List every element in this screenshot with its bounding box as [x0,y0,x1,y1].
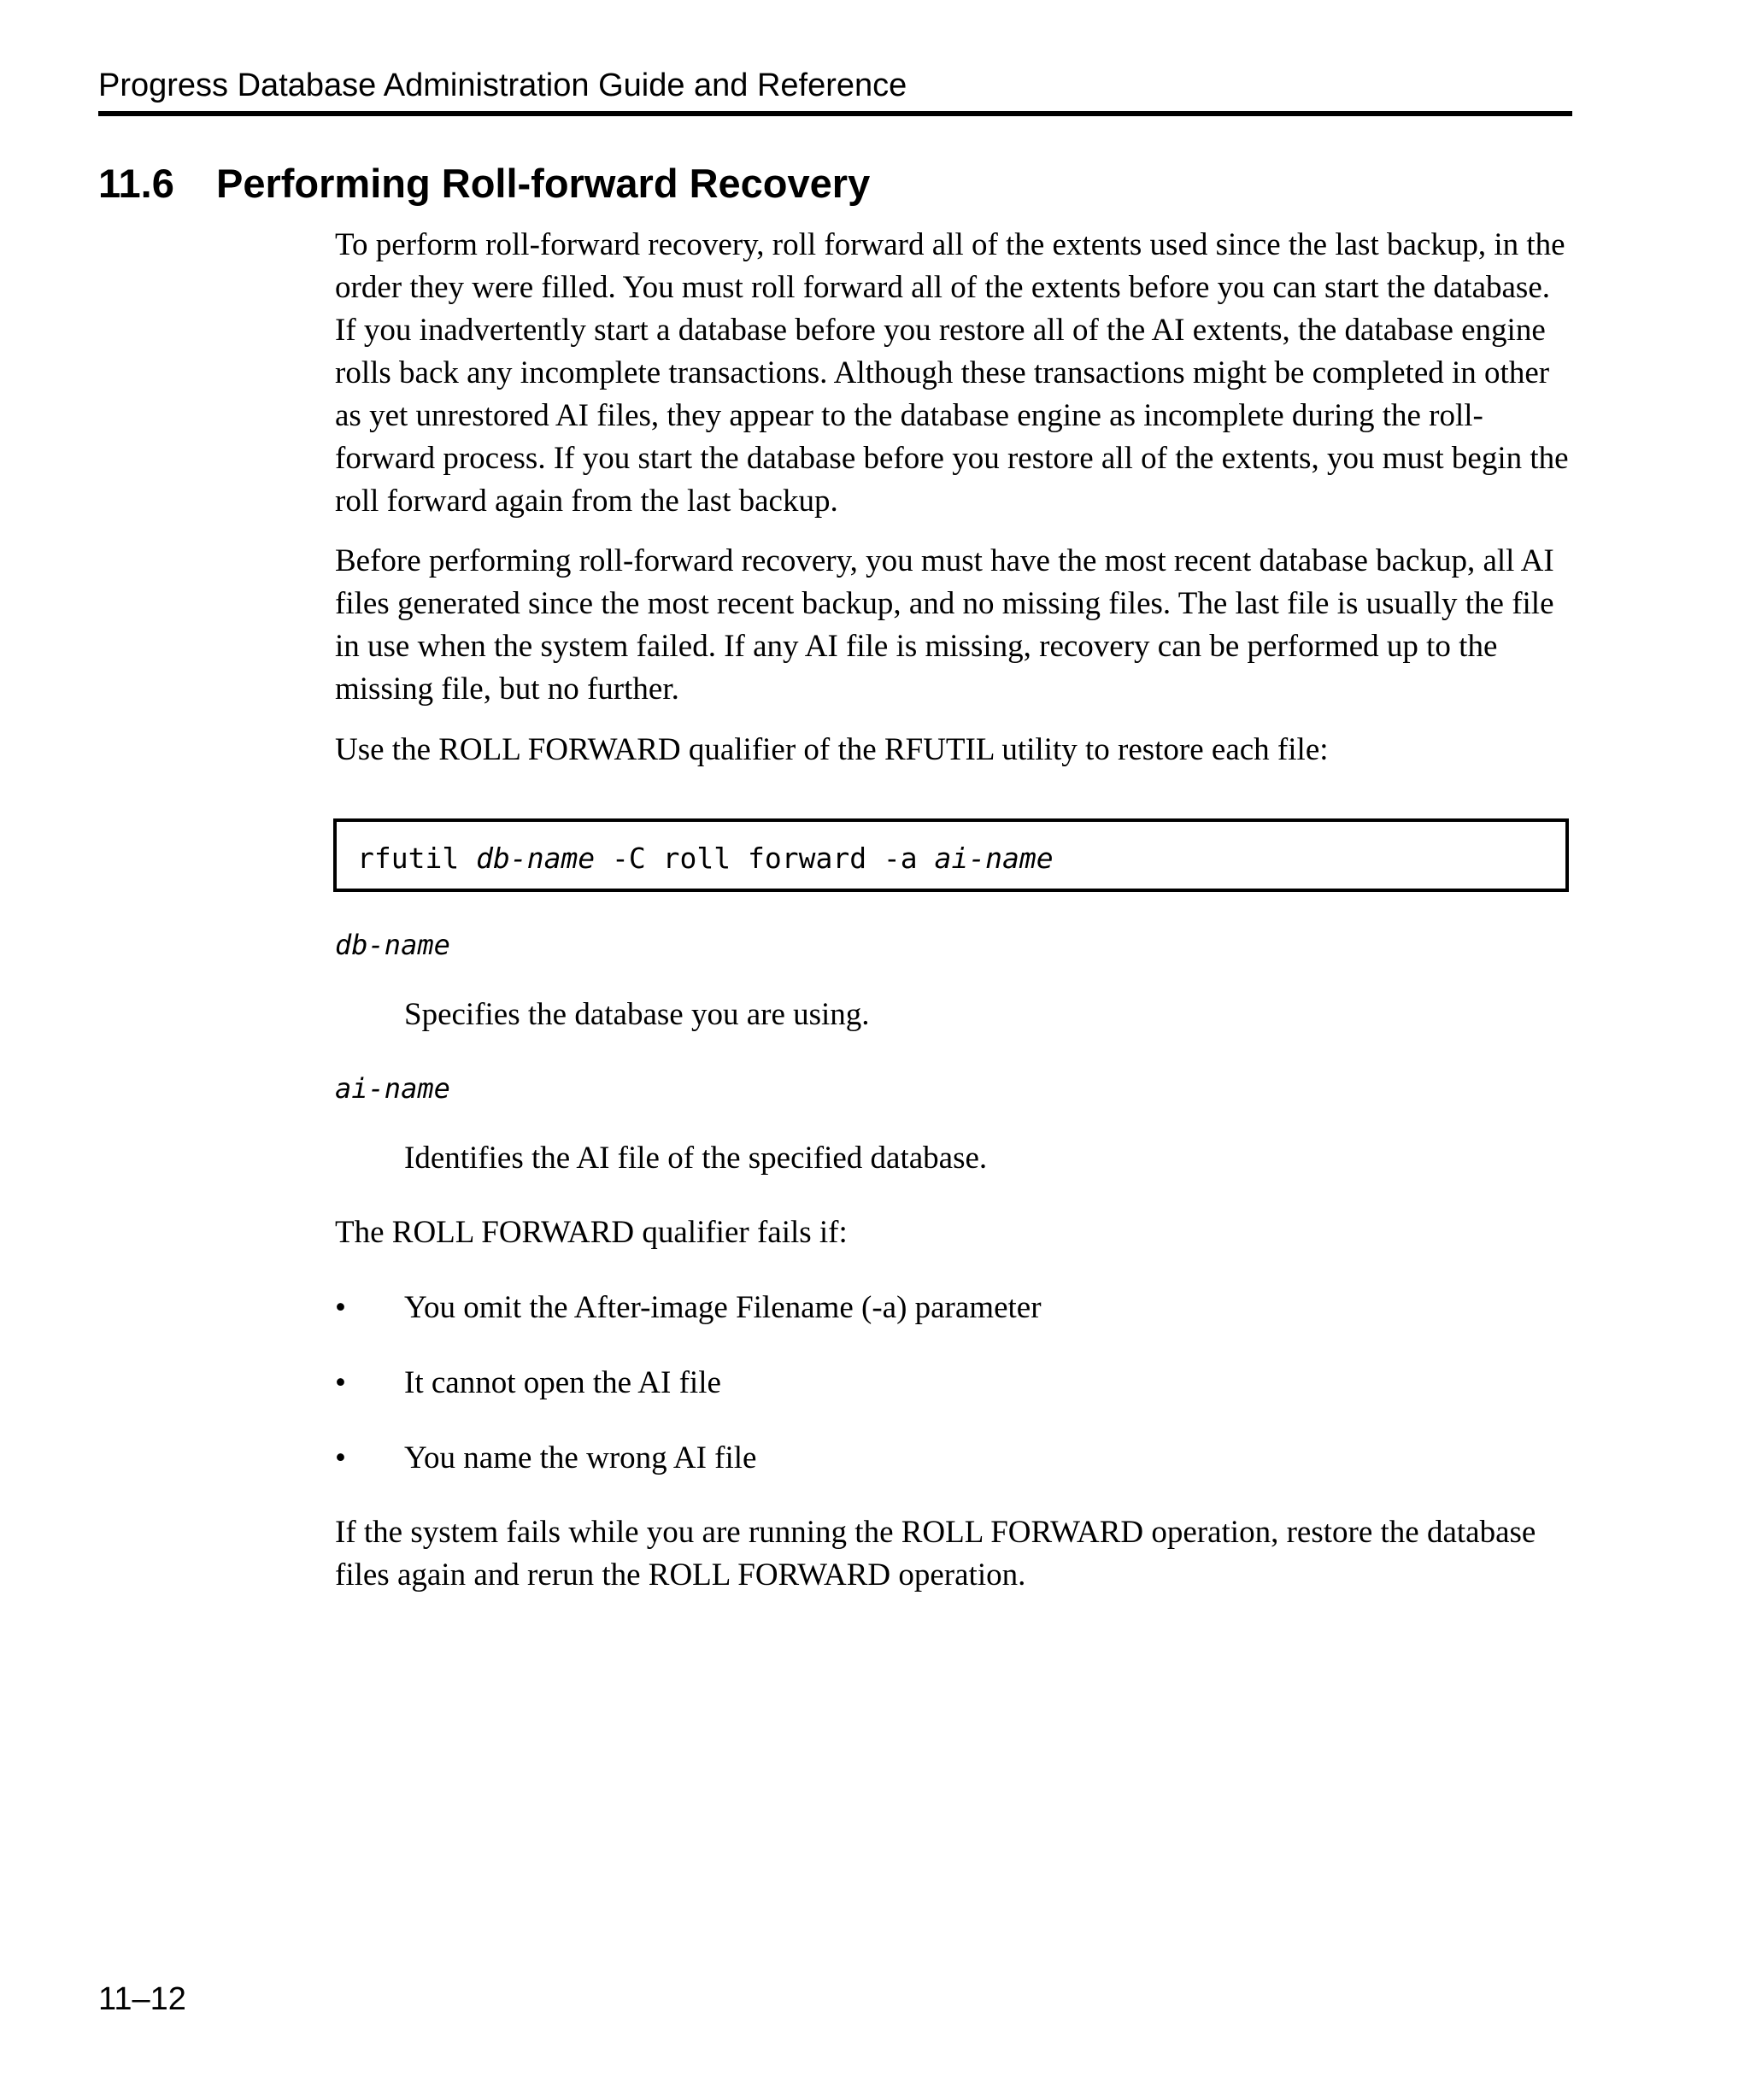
syntax-arg-db-name: db-name [476,842,596,875]
term-db-name-description: Specifies the database you are using. [404,997,870,1032]
section-title: Performing Roll-forward Recovery [216,161,871,206]
bullet-text: It cannot open the AI file [404,1365,721,1400]
bullet-text: You omit the After-image Filename (-a) parameter [404,1290,1042,1325]
term-db-name: db-name [335,929,450,961]
syntax-arg-ai-name: ai-name [934,842,1054,875]
syntax-options: -C roll forward -a [612,842,918,875]
paragraph-closing: If the system fails while you are running the ROLL FORWARD operation, restore the database files again and rerun the ROLL FORWARD operation. [335,1515,1536,1593]
paragraph-usage: Use the ROLL FORWARD qualifier of the RFUTIL utility to restore each file: [335,732,1329,767]
syntax-command: rfutil [357,842,460,875]
bullet-icon: • [335,1365,346,1400]
paragraph-intro: To perform roll-forward recovery, roll forward all of the extents used since the last backup, in the order they were filled. You must roll forward all of the extents before you can start the database. If you inadvertently start a database before you restore all of the AI extents, the database engine rolls back any incomplete transactions. Although these transactions might be completed in other as yet unrestored AI files, they appear to the database engine as incomplete during the roll-forward process. If you start the database before you restore all of the extents, you must begin the roll forward again from the last backup. [335,227,1569,519]
syntax-box [333,818,1569,892]
page-number: 11–12 [98,1981,186,2017]
term-ai-name-description: Identifies the AI file of the specified database. [404,1141,988,1176]
section-heading [98,160,870,208]
paragraph-fails-intro: The ROLL FORWARD qualifier fails if: [335,1215,848,1250]
running-header: Progress Database Administration Guide and Reference [98,67,907,103]
section-number: 11.6 [98,161,174,206]
term-ai-name: ai-name [335,1072,450,1105]
bullet-icon: • [335,1440,346,1475]
header-rule [98,111,1572,116]
bullet-icon: • [335,1290,346,1325]
bullet-text: You name the wrong AI file [404,1440,757,1475]
paragraph-prerequisites: Before performing roll-forward recovery, you must have the most recent database backup, all AI files generated since the most recent backup, and no missing files. The last file is usually the file in use when the system failed. If any AI file is missing, recovery can be performed up to the missing file, but no further. [335,543,1554,707]
